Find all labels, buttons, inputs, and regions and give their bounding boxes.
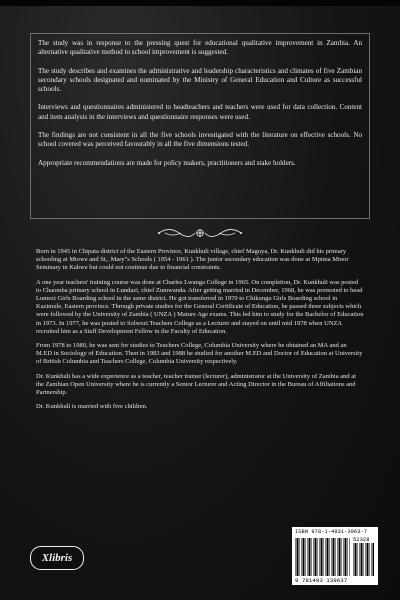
publisher-logo	[30, 546, 84, 570]
bio-paragraph-1: Born in 1945 in Chipata district of the Eastern Province, Kunkhuli village, chief Maguya, Dr. Kunkhuli did his primary schooling at Mtowe and St,. Mary"s Schools ( 1954 - 1961 ). The junior secondary education was done at Mpima Minor Seminary in Kabwe but could not continue due to financial constraints.	[36, 248, 349, 272]
barcode-bar	[309, 538, 311, 576]
isbn-barcode	[292, 527, 378, 585]
barcode-bar	[303, 538, 305, 576]
ean-digits: 9 781493 139637	[295, 577, 348, 584]
barcode-bar	[319, 538, 320, 576]
barcode-bar	[335, 538, 336, 576]
author-biography	[36, 248, 364, 417]
barcode-bar	[353, 543, 354, 576]
summary-paragraph-5: Appropriate recommendations are made for policy makers, practitioners and stake holders.	[38, 158, 296, 167]
barcode-bar	[341, 538, 342, 576]
barcode-bar	[325, 538, 326, 576]
barcode-bar	[357, 543, 358, 576]
barcode-bar	[363, 543, 364, 576]
bio-paragraph-4: Dr. Kunkhuli has a wide experience as a teacher, teacher trainer (lecturer), administrator at the University of Zambia and at the Zambian Open University where he is currently a Senior Lecturer and Acting Director in the Bureau of Affiliations and Partnership.	[36, 372, 356, 397]
bio-paragraph-5: Dr. Kunkhuli is married with five children.	[36, 403, 148, 411]
barcode-bar	[327, 538, 329, 576]
barcode-bar	[307, 538, 308, 576]
barcode-bar	[371, 543, 372, 576]
barcode-bar	[301, 538, 302, 576]
isbn-text: ISBN 978-1-4931-3963-7	[295, 529, 368, 535]
barcode-bar	[321, 538, 323, 576]
barcode-bar	[355, 543, 357, 576]
ean-barcode-bars	[295, 538, 351, 576]
barcode-bar	[329, 538, 330, 576]
publisher-logo-text: Xlibris	[41, 552, 73, 564]
barcode-bar	[345, 538, 347, 576]
barcode-bar	[311, 538, 312, 576]
barcode-bar	[373, 543, 375, 576]
barcode-bar	[305, 538, 306, 576]
barcode-bar	[337, 538, 338, 576]
barcode-bar	[315, 538, 317, 576]
barcode-bar	[297, 538, 299, 576]
barcode-bar	[367, 543, 369, 576]
barcode-bar	[331, 538, 332, 576]
barcode-bar	[369, 543, 370, 576]
barcode-bar	[339, 538, 341, 576]
barcode-bar	[347, 538, 348, 576]
barcode-bar	[299, 538, 300, 576]
bio-paragraph-3: From 1978 to 1980, he was sent for studies to Teachers College, Columbia University where he obtained an MA and an M.ED in Sociology of Education. Then in 1983 and 1988 he studied for another M.ED and Doctor of Education at University of British Columbia and Teachers College, Columbia University respectively.	[36, 342, 363, 366]
barcode-bar	[313, 538, 314, 576]
barcode-bar	[343, 538, 344, 576]
ornament-divider-icon	[155, 224, 245, 242]
summary-frame	[30, 33, 370, 219]
barcode-bar	[323, 538, 324, 576]
barcode-bar	[365, 543, 366, 576]
barcode-bar	[349, 538, 350, 576]
barcode-bar	[295, 538, 296, 576]
addon-barcode-bars	[353, 543, 375, 576]
barcode-bar	[359, 543, 360, 576]
barcode-bar	[317, 538, 318, 576]
addon-digits: 52328	[353, 536, 370, 543]
barcode-bar	[361, 543, 363, 576]
summary-paragraph-4: The findings are not consistent in all the five schools investigated with the literature on effective schools. No school covered was perceived favourably in all the five dimensions tested.	[38, 131, 362, 149]
bio-paragraph-2: A one year teachers' training course was done at Charles Lwanga College in 1965. On completion, Dr. Kunkhuli was posted to Chaomba primary school in Lundazi, chief Zumwanda. After getting married in December, 1968, he was promoted to head Lumezi Girls Boarding school in the same district. He got transferred in 1970 to Chikungu Girls Boarding school in Kazimule, Eastern province. Through private studies for the General Certificate of Education, he passed three subjects which were followed by the University of Zambia ( UNZA ) Mature Age exams. This led him to study for the Bachelor of Education in 1973. In 1977, he was posted to Solwezi Teachers College as a Lecturer and stayed on until mid 1978 when UNZA recruited him as a Staff Development Fellow in the Faculty of Education.	[36, 278, 364, 335]
top-edge	[0, 0, 400, 6]
summary-paragraph-2: The study describes and examines the administrative and leadership characteristics and climates of five Zambian secondary schools designated and nominated by the Ministry of General Education and Culture as successful schools.	[38, 66, 362, 94]
barcode-bar	[333, 538, 335, 576]
summary-paragraph-3: Interviews and questionnaires administered to headteachers and teachers were used for data collection. Content and item analysis in the interviews and questionnaire responses were used.	[38, 103, 362, 121]
summary-paragraph-1: The study was in response to the pressing quest for educational qualitative improvement in Zambia. An alternative qualitative method to school improvement is suggested.	[38, 39, 362, 57]
